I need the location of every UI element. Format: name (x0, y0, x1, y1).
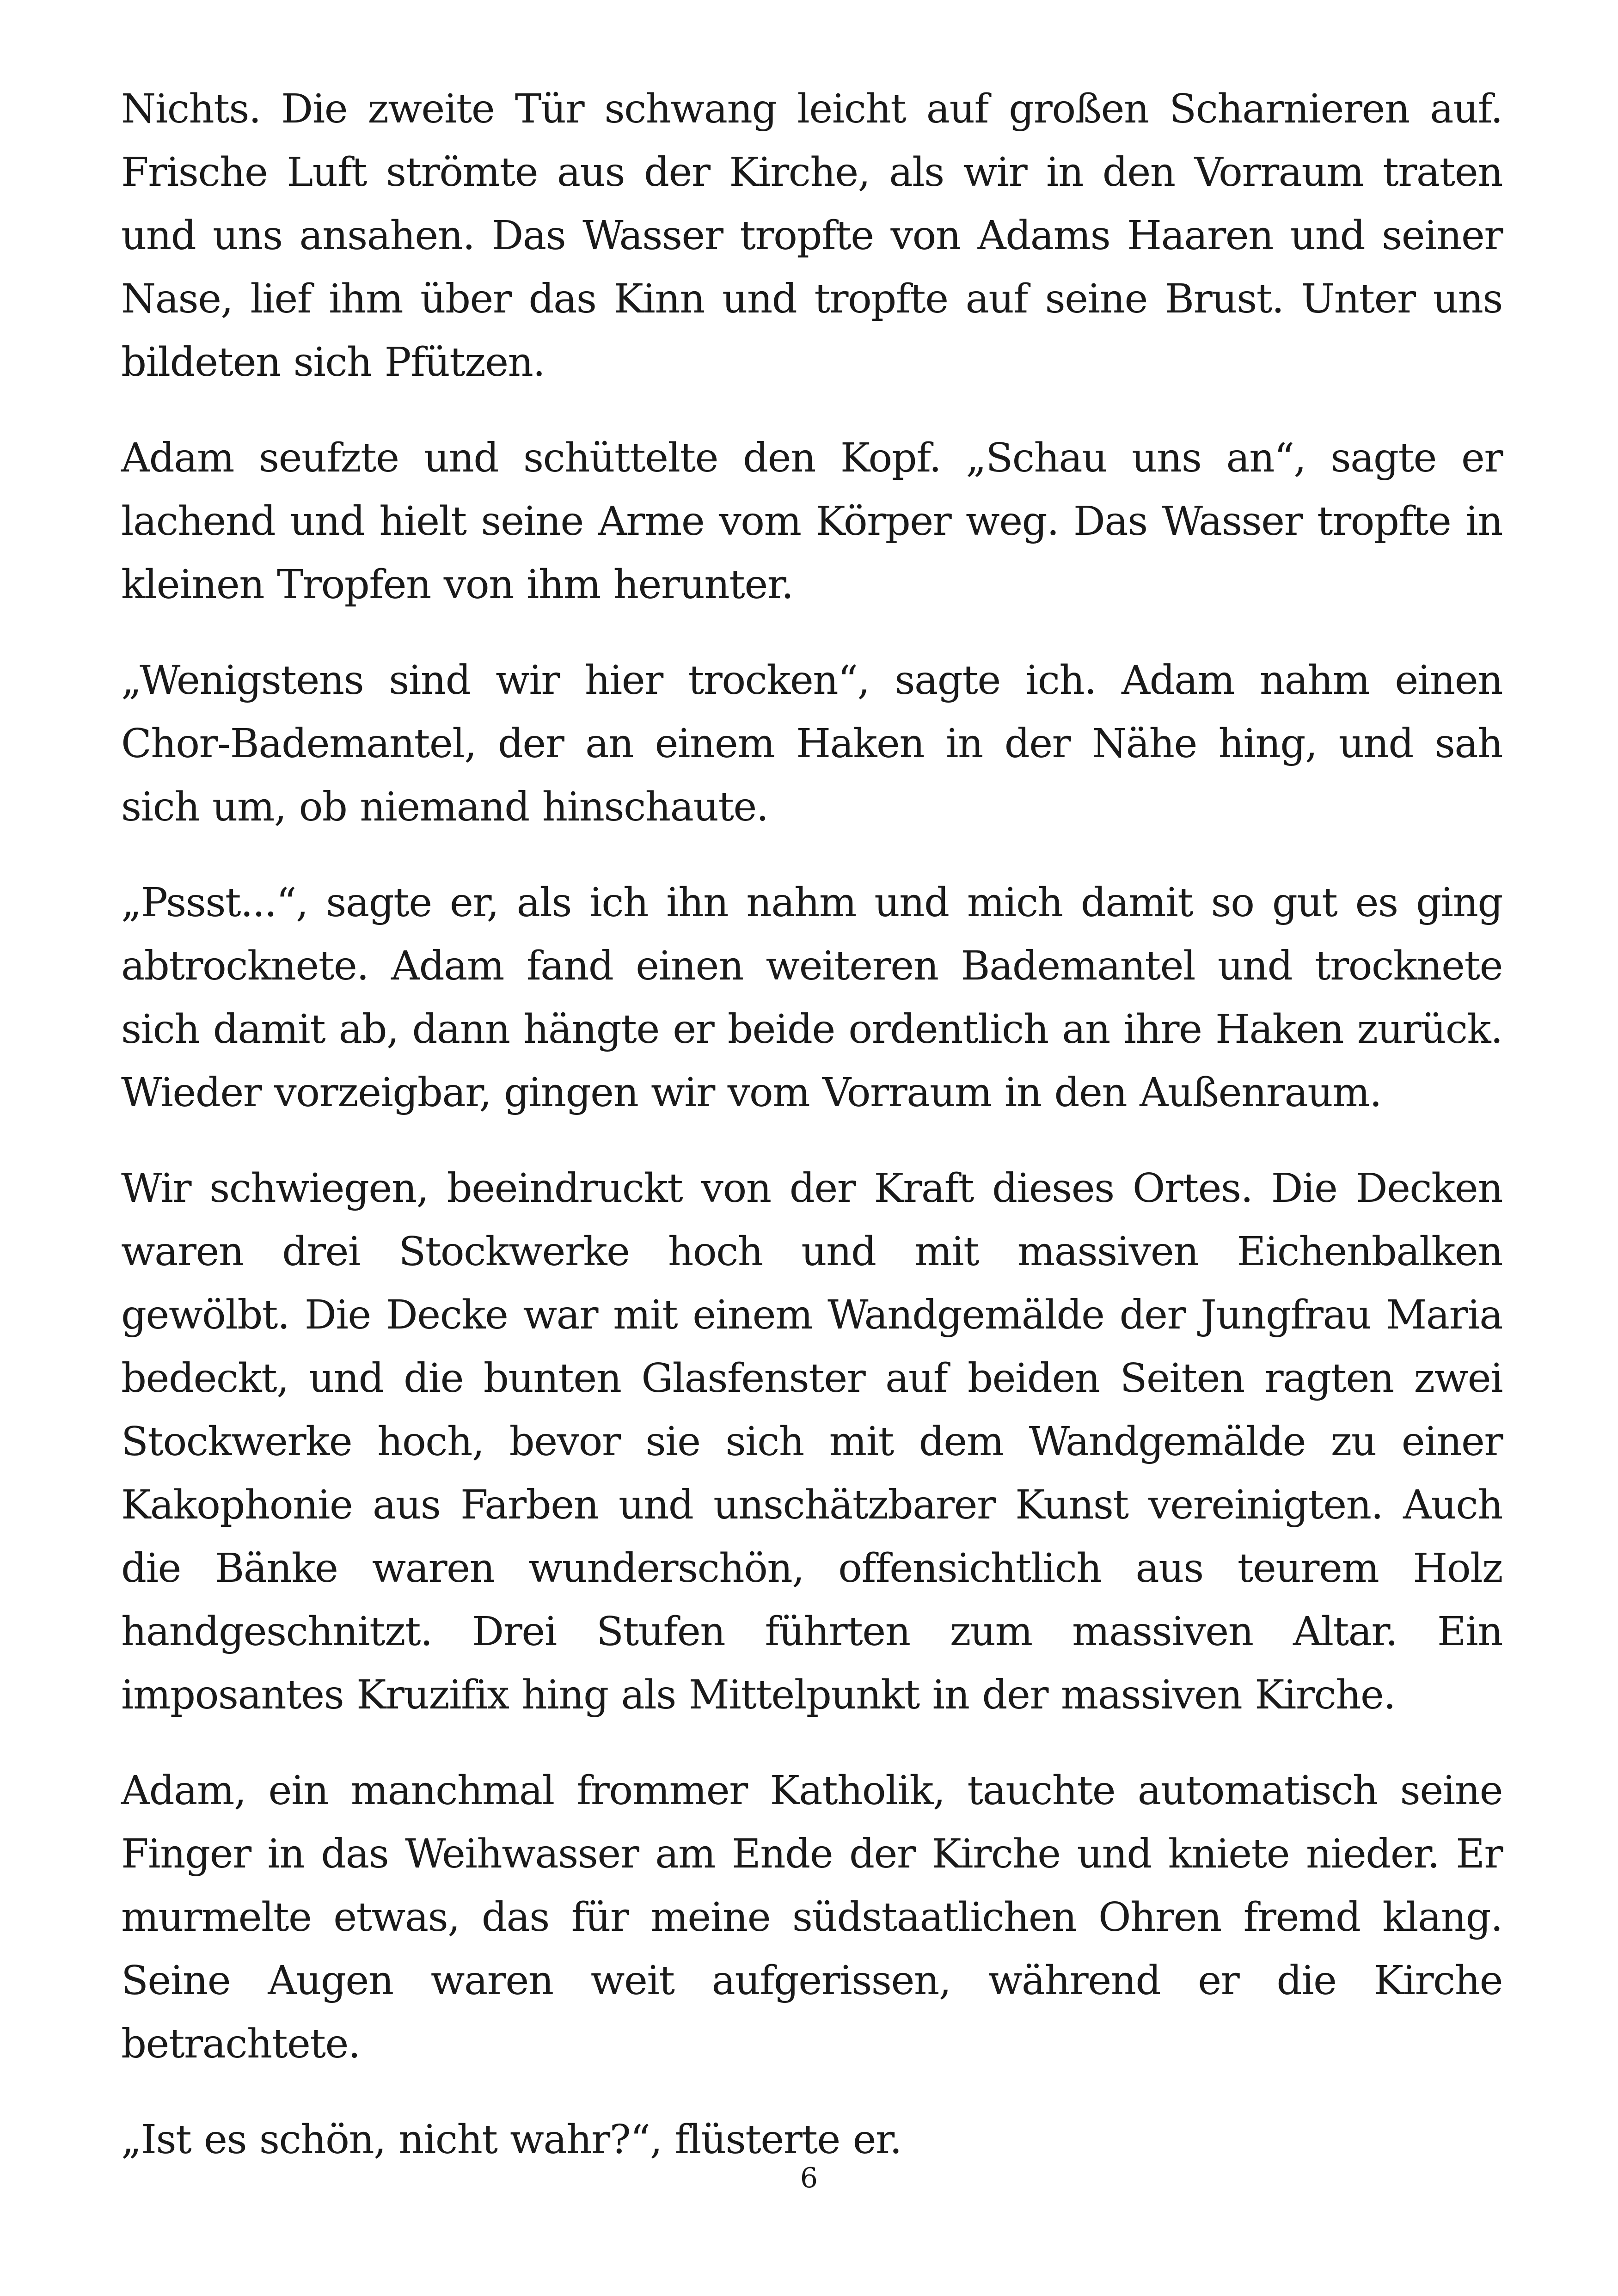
paragraph: „Ist es schön, nicht wahr?“, flüsterte er. (121, 2117, 902, 2163)
paragraph: „Pssst...“, sagte er, als ich ihn nahm und mich damit so gut es ging abtrocknete. Adam fand einen weiteren Bademantel und trocknete sich damit ab, dann hängte er beide ordentlich an ihre Haken zurück. Wieder vorzeigbar, gingen wir vom Vorraum in den Außenraum. (121, 880, 1502, 1116)
paragraph: Adam, ein manchmal frommer Katholik, tauchte automatisch seine Finger in das Weihwasser am Ende der Kirche und kniete nieder. Er murmelte etwas, das für meine südstaatlichen Ohren fremd klang. Seine Augen waren weit aufgerissen, während er die Kirche betrachtete. (121, 1768, 1502, 2067)
paragraph: Wir schwiegen, beeindruckt von der Kraft dieses Ortes. Die Decken waren drei Stockwerke hoch und mit massiven Eichenbalken gewölbt. Die Decke war mit einem Wandgemälde der Jungfrau Maria bedeckt, und die bunten Glasfenster auf beiden Seiten ragten zwei Stockwerke hoch, bevor sie sich mit dem Wandgemälde zu einer Kakophonie aus Farben und unschätzbarer Kunst vereinigten. Auch die Bänke waren wunderschön, offensichtlich aus teurem Holz handgeschnitzt. Drei Stufen führten zum massiven Altar. Ein imposantes Kruzifix hing als Mittelpunkt in der massiven Kirche. (121, 1165, 1502, 1718)
page-body (121, 78, 1502, 2204)
paragraph: Nichts. Die zweite Tür schwang leicht auf großen Scharnieren auf. Frische Luft strömte aus der Kirche, als wir in den Vorraum traten und uns ansahen. Das Wasser tropfte von Adams Haaren und seiner Nase, lief ihm über das Kinn und tropfte auf seine Brust. Unter uns bildeten sich Pfützen. (121, 86, 1502, 386)
paragraph: „Wenigstens sind wir hier trocken“, sagte ich. Adam nahm einen Chor-Bademantel, der an einem Haken in der Nähe hing, und sah sich um, ob niemand hinschaute. (121, 657, 1502, 830)
page-number: 6 (800, 2162, 818, 2194)
paragraph: Adam seufzte und schüttelte den Kopf. „Schau uns an“, sagte er lachend und hielt seine Arme vom Körper weg. Das Wasser tropfte in kleinen Tropfen von ihm herunter. (121, 435, 1502, 608)
